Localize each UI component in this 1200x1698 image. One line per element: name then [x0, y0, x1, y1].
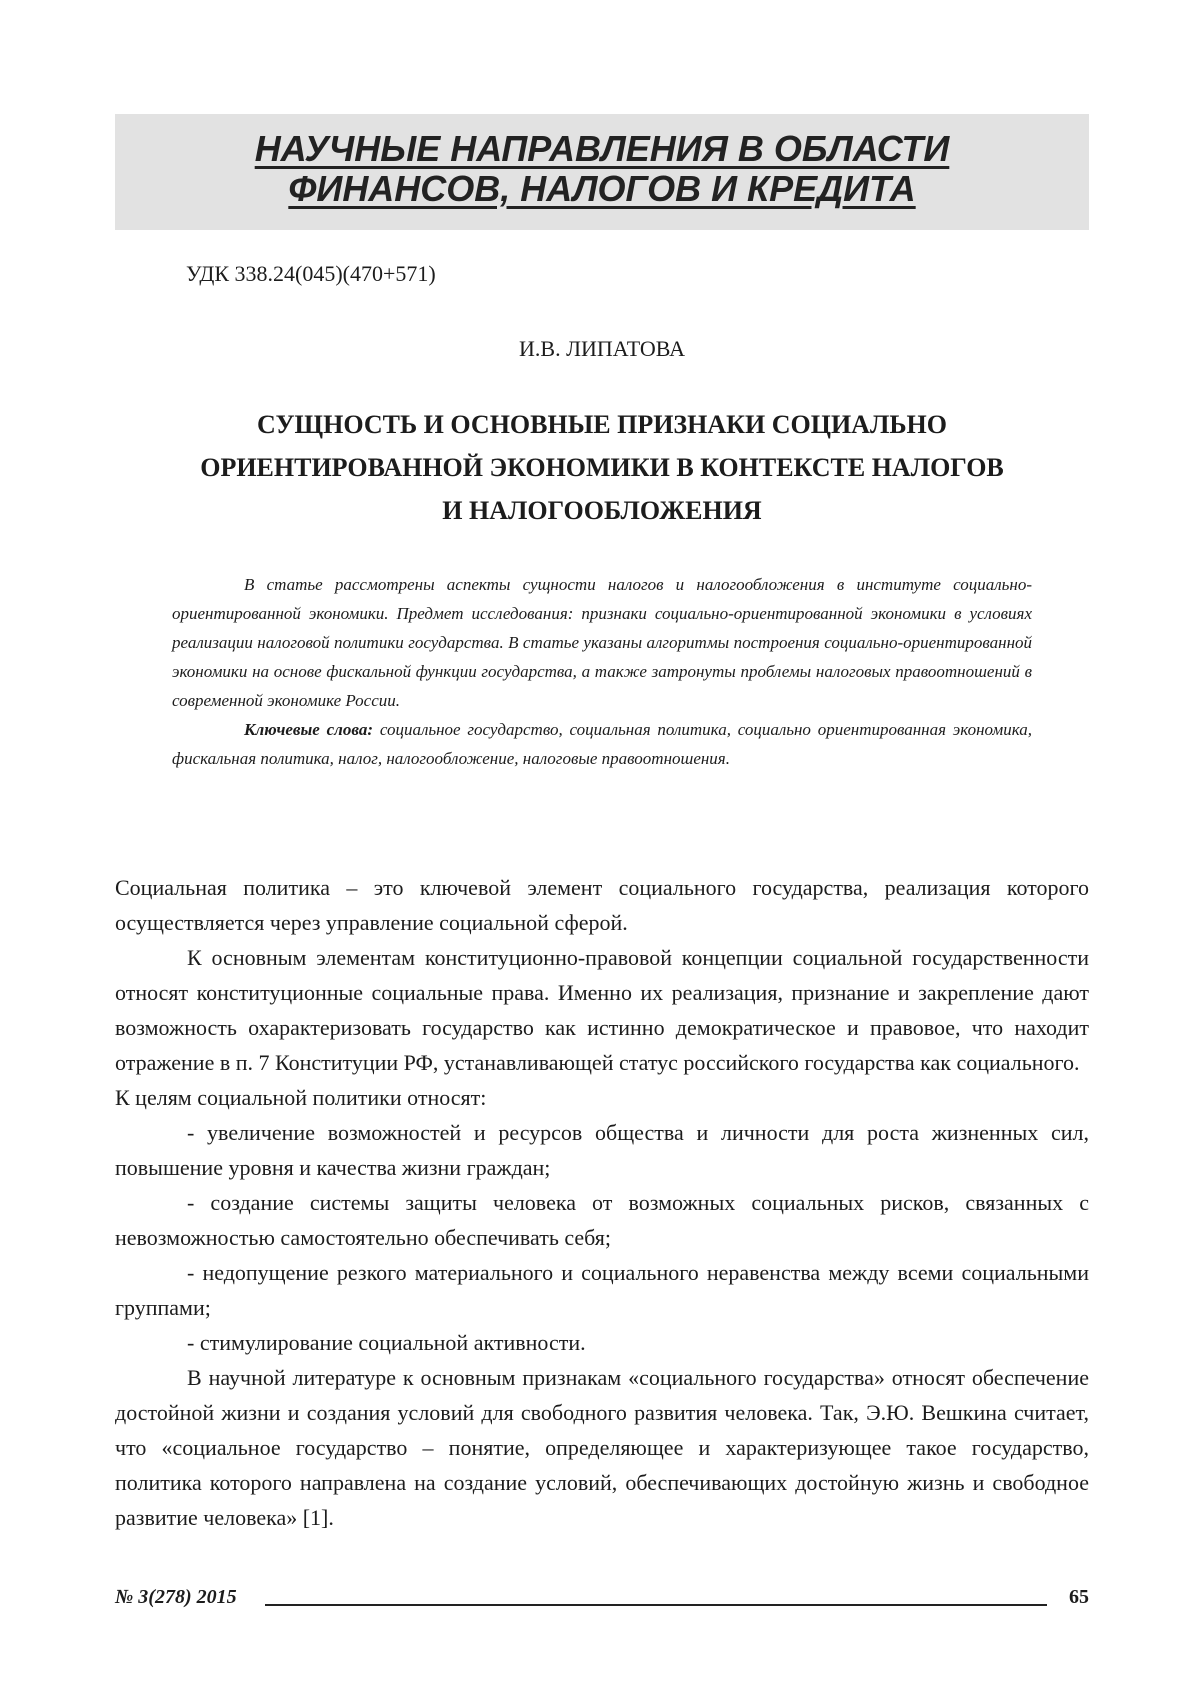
body-paragraph-4: В научной литературе к основным признакам «социального государства» относят обеспечение достойной жизни и создания условий для свободного развития человека. Так, Э.Ю. Вешкина считает, что «социальное государство – понятие, определяющее и характеризующее такое государство, политика которого направлена на создание условий, обеспечивающих достойную жизнь и свободное развитие человека» [1]. — [115, 1360, 1089, 1535]
body-paragraph-1: Социальная политика – это ключевой элемент социального государства, реализация которого осуществляется через управление социальной сферой. — [115, 870, 1089, 940]
keywords — [172, 715, 1032, 773]
body-paragraph-3: К целям социальной политики относят: — [115, 1080, 1089, 1115]
article-title-line2: ОРИЕНТИРОВАННОЙ ЭКОНОМИКИ В КОНТЕКСТЕ НАЛОГОВ — [115, 451, 1089, 485]
footer-rule — [265, 1604, 1047, 1606]
keywords-list: социальное государство, социальная политика, социально ориентированная экономика, фискальная политика, налог, налогообложение, налоговые правоотношения. — [172, 720, 1032, 768]
page-number: 65 — [1069, 1583, 1089, 1611]
article-body — [115, 870, 1089, 1535]
body-paragraph-2: К основным элементам конституционно-правовой концепции социальной государственности относят конституционные социальные права. Именно их реализация, признание и закрепление дают возможность охарактеризовать государство как истинно демократическое и правовое, что находит отражение в п. 7 Конституции РФ, устанавливающей статус российского государства как социального. — [115, 940, 1089, 1080]
journal-issue: № 3(278) 2015 — [115, 1583, 237, 1611]
abstract-text: В статье рассмотрены аспекты сущности налогов и налогообложения в институте социально-ориентированной экономики. Предмет исследования: признаки социально-ориентированной экономики в условиях реализации налоговой политики государства. В статье указаны алгоритмы построения социально-ориентированной экономики на основе фискальной функции государства, а также затронуты проблемы налоговых правоотношений в современной экономике России. — [172, 570, 1032, 715]
author-name: И.В. ЛИПАТОВА — [115, 335, 1089, 363]
section-header-line2: ФИНАНСОВ, НАЛОГОВ И КРЕДИТА — [115, 168, 1089, 210]
section-header-line1: НАУЧНЫЕ НАПРАВЛЕНИЯ В ОБЛАСТИ — [115, 128, 1089, 170]
udk-code: УДК 338.24(045)(470+571) — [186, 260, 436, 288]
article-title-line1: СУЩНОСТЬ И ОСНОВНЫЕ ПРИЗНАКИ СОЦИАЛЬНО — [115, 408, 1089, 442]
body-list-item-1: - увеличение возможностей и ресурсов общества и личности для роста жизненных сил, повышение уровня и качества жизни граждан; — [115, 1115, 1089, 1185]
page-footer — [115, 1583, 1089, 1613]
body-list-item-4: - стимулирование социальной активности. — [115, 1325, 1089, 1360]
body-list-item-3: - недопущение резкого материального и социального неравенства между всеми социальными группами; — [115, 1255, 1089, 1325]
body-list-item-2: - создание системы защиты человека от возможных социальных рисков, связанных с невозможностью самостоятельно обеспечивать себя; — [115, 1185, 1089, 1255]
abstract — [172, 570, 1032, 773]
article-title-line3: И НАЛОГООБЛОЖЕНИЯ — [115, 494, 1089, 528]
keywords-label: Ключевые слова: — [244, 720, 373, 739]
